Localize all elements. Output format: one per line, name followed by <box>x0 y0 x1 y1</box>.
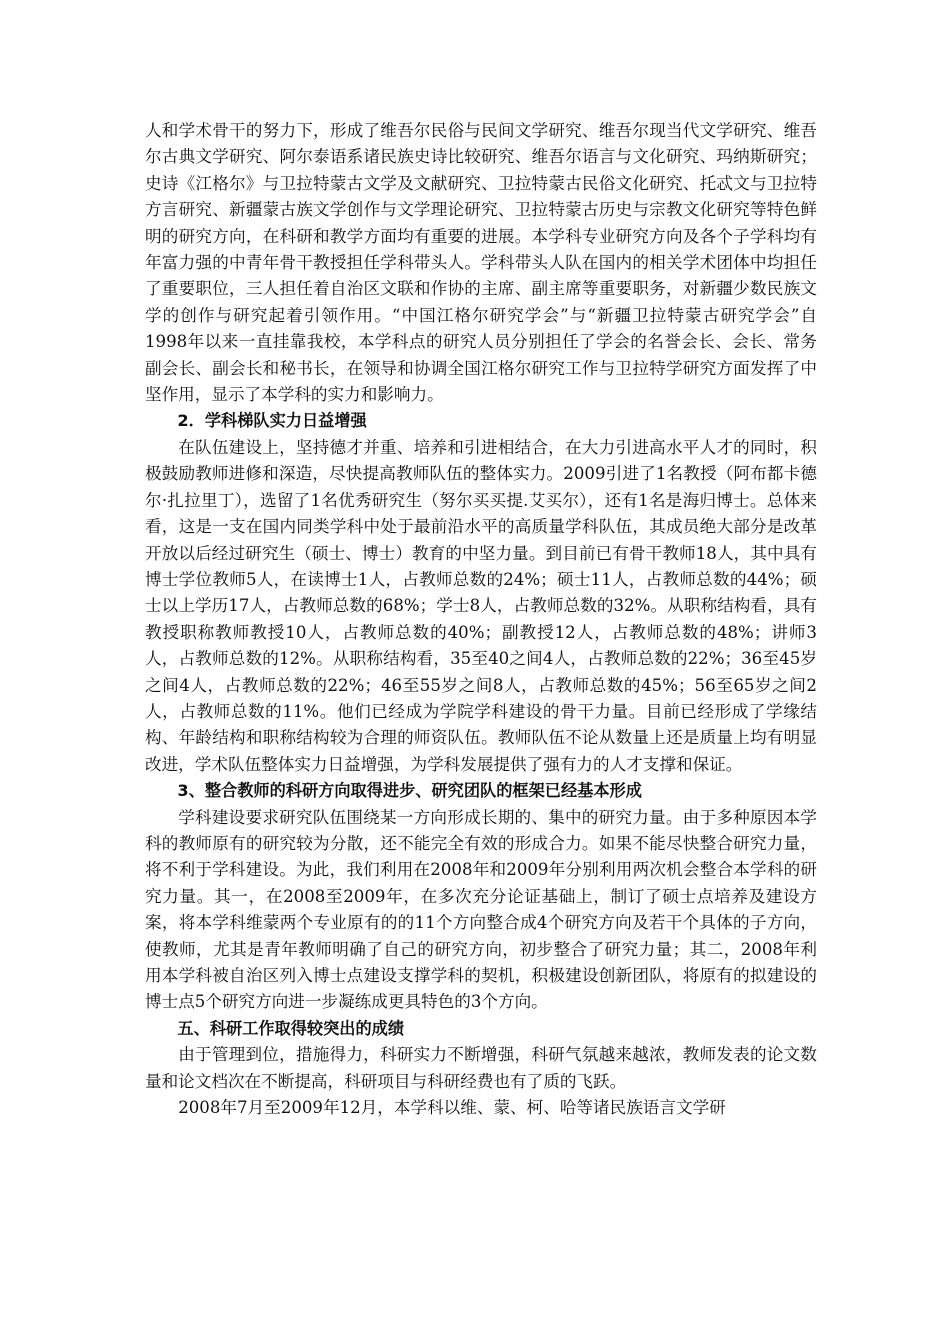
section-heading-faculty-strength: 2．学科梯队实力日益增强 <box>177 411 367 431</box>
paragraph-research-period: 2008年7月至2009年12月，本学科以维、蒙、柯、哈等诸民族语言文学研 <box>178 1098 726 1118</box>
paragraph-research-management: 由于管理到位，措施得力，科研实力不断增强，科研气氛越来越浓，教师发表的论文数量和论文档次在不断提高，科研项目与科研经费也有了质的飞跃。 <box>145 1045 817 1091</box>
paragraph-research-integration: 学科建设要求研究队伍围绕某一方向形成长期的、集中的研究力量。由于多种原因本学科的教师原有的研究较为分散，还不能完全有效的形成合力。如果不能尽快整合研究力量，将不利于学科建设。为此，我们利用在2008年和2009年分别利用两次机会整合本学科的研究力量。其一，在2008至2009年，在多次充分论证基础上，制订了硕士点培养及建设方案，将本学科维蒙两个专业原有的的11个方向整合成4个研究方向及若干个具体的子方向，使教师，尤其是青年教师明确了自己的研究方向，初步整合了研究力量；其二，2008年利用本学科被自治区列入博士点建设支撑学科的契机，积极建设创新团队，将原有的拟建设的博士点5个研究方向进一步凝练成更具特色的3个方向。 <box>145 807 817 1012</box>
section-heading-research-integration: 3、整合教师的科研方向取得进步、研究团队的框架已经基本形成 <box>177 781 642 801</box>
paragraph-discipline-directions: 人和学术骨干的努力下，形成了维吾尔民俗与民间文学研究、维吾尔现当代文学研究、维吾尔古典文学研究、阿尔泰语系诸民族史诗比较研究、维吾尔语言与文化研究、玛纳斯研究；史诗《江格尔》与卫拉特蒙古文学及文献研究、卫拉特蒙古民俗文化研究、托忒文与卫拉特方言研究、新疆蒙古族文学创作与文学理论研究、卫拉特蒙古历史与宗教文化研究等特色鲜明的研究方向，在科研和教学方面均有重要的进展。本学科专业研究方向及各个子学科均有年富力强的中青年骨干教授担任学科带头人。学科带头人队在国内的相关学术团体中均担任了重要职位，三人担任着自治区文联和作协的主席、副主席等重要职务，对新疆少数民族文学的创作与研究起着引领作用。“中国江格尔研究学会”与“新疆卫拉特蒙古研究学会”自1998年以来一直挂靠我校，本学科点的研究人员分别担任了学会的名誉会长、会长、常务副会长、副会长和秘书长，在领导和协调全国江格尔研究工作与卫拉特学研究方面发挥了中坚作用，显示了本学科的实力和影响力。 <box>145 121 817 405</box>
paragraph-faculty-building: 在队伍建设上，坚持德才并重、培养和引进相结合，在大力引进高水平人才的同时，积极鼓励教师进修和深造，尽快提高教师队伍的整体实力。2009引进了1名教授（阿布都卡德尔·扎拉里丁），选留了1名优秀研究生（努尔买买提.艾买尔），还有1名是海归博士。总体来看，这是一支在国内同类学科中处于最前沿水平的高质量学科队伍，其成员绝大部分是改革开放以后经过研究生（硕士、博士）教育的中坚力量。到目前已有骨干教师18人，其中具有博士学位教师5人，在读博士1人，占教师总数的24%；硕士11人，占教师总数的44%；硕士以上学历17人，占教师总数的68%；学士8人，占教师总数的32%。从职称结构看，具有教授职称教师教授10人，占教师总数的40%；副教授12人，占教师总数的48%；讲师3人，占教师总数的12%。从职称结构看，35至40之间4人，占教师总数的22%；36至45岁之间4人，占教师总数的22%；46至55岁之间8人，占教师总数的45%；56至65岁之间2人，占教师总数的11%。他们已经成为学院学科建设的骨干力量。目前已经形成了学缘结构、年龄结构和职称结构较为合理的师资队伍。教师队伍不论从数量上还是质量上均有明显改进，学术队伍整体实力日益增强，为学科发展提供了强有力的人才支撑和保证。 <box>145 437 817 774</box>
section-heading-research-achievements: 五、科研工作取得较突出的成绩 <box>177 1018 405 1038</box>
document-body <box>145 118 817 1121</box>
